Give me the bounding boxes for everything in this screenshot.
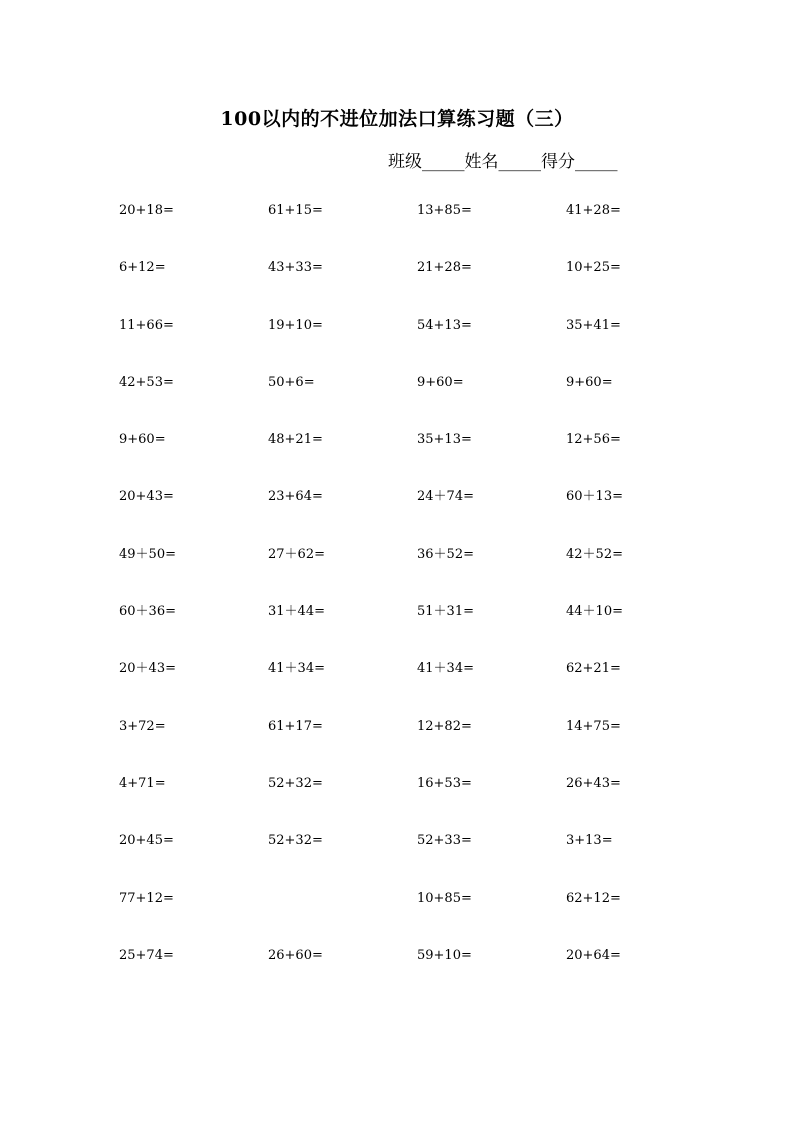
problem-row bbox=[119, 429, 719, 486]
problem: 48+21= bbox=[268, 432, 323, 448]
problem: 61+17= bbox=[268, 718, 323, 734]
problem: 49＋50= bbox=[119, 546, 176, 562]
problem-row bbox=[119, 830, 719, 887]
problem: 41＋34= bbox=[417, 661, 474, 677]
class-blank[interactable]: _____ bbox=[422, 152, 465, 172]
problem-row bbox=[119, 315, 719, 372]
problem: 3+13= bbox=[566, 833, 613, 849]
problem-row bbox=[119, 486, 719, 543]
problem: 36＋52= bbox=[417, 546, 474, 562]
problem: 52+33= bbox=[417, 833, 472, 849]
problem: 24＋74= bbox=[417, 489, 474, 505]
problem-row bbox=[119, 372, 719, 429]
class-label: 班级 bbox=[388, 152, 422, 172]
score-blank[interactable]: _____ bbox=[575, 152, 618, 172]
problem: 20+64= bbox=[566, 947, 621, 963]
problem: 41+28= bbox=[566, 203, 621, 218]
problem: 62+12= bbox=[566, 890, 621, 906]
problem: 41＋34= bbox=[268, 661, 325, 677]
problem: 44＋10= bbox=[566, 604, 623, 620]
problem: 35+41= bbox=[566, 317, 621, 333]
problem: 42+53= bbox=[119, 374, 174, 390]
problem: 77+12= bbox=[119, 890, 174, 906]
problem-row bbox=[119, 888, 719, 945]
problem: 60＋36= bbox=[119, 604, 176, 620]
problem: 3+72= bbox=[119, 718, 166, 734]
problem: 26+43= bbox=[566, 775, 621, 791]
problem: 9+60= bbox=[119, 432, 166, 448]
problem: 60＋13= bbox=[566, 489, 623, 505]
problem: 54+13= bbox=[417, 317, 472, 333]
student-info-line bbox=[388, 147, 618, 172]
problem: 16+53= bbox=[417, 775, 472, 791]
problem: 20+45= bbox=[119, 833, 174, 849]
problem-row bbox=[119, 658, 719, 715]
problem: 13+85= bbox=[417, 203, 472, 218]
problem-row bbox=[119, 257, 719, 314]
problem: 11+66= bbox=[119, 317, 174, 333]
problem: 9+60= bbox=[566, 374, 613, 390]
problem: 27＋62= bbox=[268, 546, 325, 562]
problem: 20+43= bbox=[119, 489, 174, 505]
page-title: 100以内的不进位加法口算练习题（三） bbox=[220, 108, 574, 130]
problem: 10+85= bbox=[417, 890, 472, 906]
problem: 59+10= bbox=[417, 947, 472, 963]
problem: 12+82= bbox=[417, 718, 472, 734]
problem: 61+15= bbox=[268, 203, 323, 218]
name-blank[interactable]: _____ bbox=[498, 152, 541, 172]
problem: 35+13= bbox=[417, 432, 472, 448]
problem-row bbox=[119, 773, 719, 830]
problem: 10+25= bbox=[566, 260, 621, 276]
problem: 52+32= bbox=[268, 833, 323, 849]
problem-row bbox=[119, 945, 719, 1002]
problem: 6+12= bbox=[119, 260, 166, 276]
name-label: 姓名 bbox=[464, 152, 499, 172]
problem: 42＋52= bbox=[566, 546, 623, 562]
problem: 20＋43= bbox=[119, 661, 176, 677]
problem: 9+60= bbox=[417, 374, 464, 390]
problem: 52+32= bbox=[268, 775, 323, 791]
problem: 23+64= bbox=[268, 489, 323, 505]
problem-row bbox=[119, 601, 719, 658]
problem: 4+71= bbox=[119, 775, 166, 791]
problem-row bbox=[119, 200, 719, 257]
problem: 25+74= bbox=[119, 947, 174, 963]
problem-row bbox=[119, 716, 719, 773]
score-label: 得分 bbox=[541, 152, 575, 172]
problem: 31＋44= bbox=[268, 604, 325, 620]
problem: 62+21= bbox=[566, 661, 621, 677]
problem: 43+33= bbox=[268, 260, 323, 276]
problem: 14+75= bbox=[566, 718, 621, 734]
problem: 50+6= bbox=[268, 374, 315, 390]
problem-grid bbox=[119, 200, 719, 1002]
problem-row bbox=[119, 544, 719, 601]
problem: 12+56= bbox=[566, 432, 621, 448]
problem: 21+28= bbox=[417, 260, 472, 276]
problem: 20+18= bbox=[119, 203, 174, 218]
problem: 26+60= bbox=[268, 947, 323, 963]
problem: 19+10= bbox=[268, 317, 323, 333]
problem: 51＋31= bbox=[417, 604, 474, 620]
